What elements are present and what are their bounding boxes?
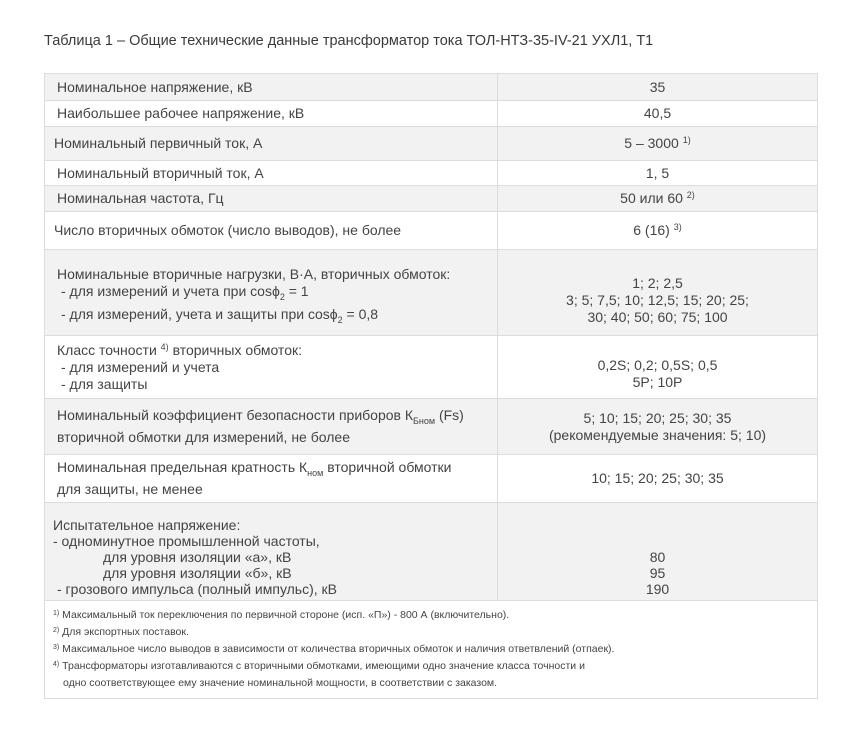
- footnote: $^{4)}$ Трансформаторы изготавливаются с вторичными обмотками, имеющими одно значение класса точности и: [53, 660, 585, 672]
- spec-table: [44, 73, 818, 699]
- row-label: Наибольшее рабочее напряжение, кВ: [45, 101, 498, 127]
- row-line: Номинальная предельная кратность $К_{ном}$ вторичной обмотки: [57, 458, 452, 478]
- row-value: [498, 186, 818, 212]
- row-label: Номинальный первичный ток, А: [45, 127, 498, 161]
- value-text: 6 (16): [633, 222, 670, 238]
- row-label: [45, 399, 498, 455]
- value-line: 0,2S; 0,2; 0,5S; 0,5: [597, 357, 718, 373]
- table-row: [45, 250, 818, 336]
- row-sub: - для защиты: [61, 375, 148, 392]
- row-line: Номинальный коэффициент безопасности приборов $К_{Бном}$ (Fs): [57, 406, 464, 426]
- row-value: 35: [498, 74, 818, 101]
- value-line: 3; 5; 7,5; 10; 12,5; 15; 20; 25;: [566, 292, 749, 308]
- value-line: 30; 40; 50; 60; 75; 100: [587, 309, 728, 325]
- footnote: $^{1)}$ Максимальный ток переключения по первичной стороне (исп. «П») - 800 А (включительно).: [53, 609, 510, 621]
- footnotes-row: [45, 601, 818, 699]
- table-row: [45, 212, 818, 250]
- row-label: [45, 250, 498, 336]
- footnote-ref: 1): [682, 135, 691, 145]
- row-value: 40,5: [498, 101, 818, 127]
- value-line: 190: [645, 580, 670, 597]
- footnote: $^{3)}$ Максимальное число выводов в зависимости от количества вторичных обмоток и наличия ответвлений (отпаек).: [53, 643, 615, 655]
- table-row: [45, 101, 818, 127]
- footnote-ref: 2): [686, 190, 695, 200]
- footnote: $^{2)}$ Для экспортных поставок.: [53, 626, 189, 638]
- footnote-ref: 3): [673, 222, 682, 232]
- value-text: 5 – 3000: [624, 135, 679, 151]
- row-label: Номинальный вторичный ток, А: [45, 161, 498, 186]
- row-title: Номинальные вторичные нагрузки, В·А, вторичных обмоток:: [57, 266, 451, 283]
- table-row: [45, 161, 818, 186]
- row-line: для защиты, не менее: [57, 481, 203, 498]
- row-title: Испытательное напряжение:: [53, 516, 241, 533]
- value-text: 50 или 60: [620, 190, 683, 206]
- table-row: [45, 186, 818, 212]
- row-value: [498, 399, 818, 455]
- row-label: Номинальное напряжение, кВ: [45, 74, 498, 101]
- row-value: [498, 212, 818, 250]
- row-value: [498, 250, 818, 336]
- row-sub: - одноминутное промышленной частоты,: [53, 532, 320, 549]
- table-caption: Таблица 1 – Общие технические данные трансформатор тока ТОЛ-НТЗ-35-IV-21 УХЛ1, Т1: [44, 33, 654, 49]
- row-value: 1, 5: [498, 161, 818, 186]
- value-line: 95: [649, 564, 666, 581]
- row-sub: для уровня изоляции «а», кВ: [103, 548, 292, 565]
- row-value: 10; 15; 20; 25; 30; 35: [498, 455, 818, 503]
- table-row: [45, 455, 818, 503]
- footnotes: [45, 601, 818, 699]
- footnote-continuation: одно соответствующее ему значение номинальной мощности, в соответствии с заказом.: [63, 677, 498, 689]
- row-title: Класс точности $^{4)}$ вторичных обмоток:: [57, 341, 302, 358]
- row-sub: - для измерений, учета и защиты при cosϕ$_2$ = 0,8: [61, 306, 379, 325]
- row-label: Номинальная частота, Гц: [45, 186, 498, 212]
- row-sub: - для измерений и учета: [61, 358, 220, 375]
- row-label: [45, 336, 498, 399]
- row-value: [498, 127, 818, 161]
- row-line: вторичной обмотки для измерений, не более: [57, 429, 350, 446]
- table-row: [45, 336, 818, 399]
- value-line: 1; 2; 2,5: [632, 275, 683, 291]
- value-line: (рекомендуемые значения: 5; 10): [548, 426, 767, 443]
- table-row: [45, 74, 818, 101]
- table-row: [45, 399, 818, 455]
- table-row: [45, 127, 818, 161]
- row-label: Число вторичных обмоток (число выводов), не более: [45, 212, 498, 250]
- row-sub: - грозового импульса (полный импульс), кВ: [57, 580, 337, 597]
- value-line: 80: [649, 548, 666, 565]
- value-line: 5; 10; 15; 20; 25; 30; 35: [583, 409, 732, 426]
- row-value: [498, 503, 818, 601]
- value-line: 5P; 10P: [632, 374, 683, 390]
- row-sub: для уровня изоляции «б», кВ: [103, 564, 292, 581]
- row-sub: - для измерений и учета при cosϕ$_2$ = 1: [61, 283, 309, 302]
- row-label: [45, 503, 498, 601]
- row-label: [45, 455, 498, 503]
- row-value: [498, 336, 818, 399]
- table-row: [45, 503, 818, 601]
